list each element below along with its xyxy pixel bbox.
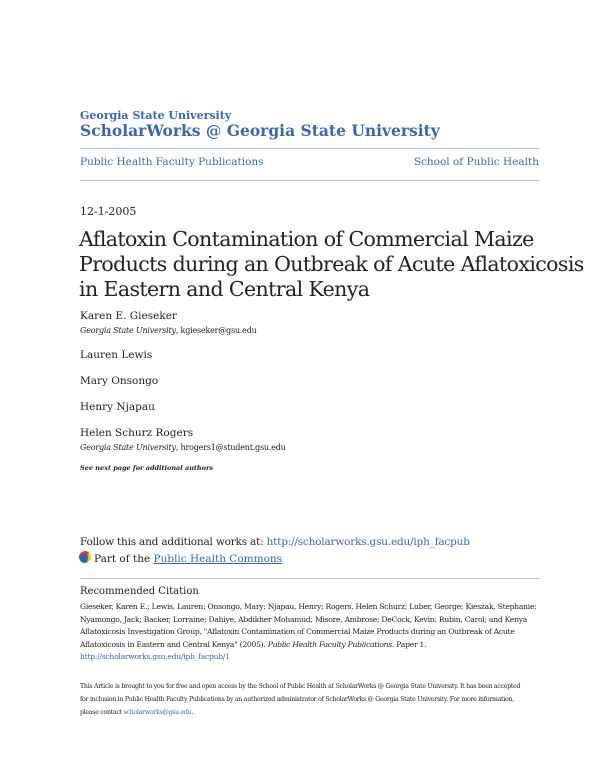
bepress-commons-icon [79,551,91,563]
divider [80,148,540,149]
title-line: Products during an Outbreak of Acute Aflatoxicosis [79,252,584,276]
institution-name: Georgia State University [80,109,232,122]
citation-journal: Public Health Faculty Publications [267,639,392,649]
author-name: Henry Njapau [80,401,155,413]
author-email: , hrogers1@student.gsu.edu [175,443,286,452]
collection-url-link[interactable]: http://scholarworks.gsu.edu/iph_facpub [266,536,470,548]
footer-line: for inclusion in Public Health Faculty Publications by an authorized administrator of ScholarWorks @ Georgia State University. For more information, [80,696,514,703]
footer-line: This Article is brought to you for free and open access by the School of Public Health at ScholarWorks @ Georgia State University. It has been accepted [80,683,521,690]
author-affiliation [80,326,257,335]
author-name: Lauren Lewis [80,349,153,361]
commons-link[interactable]: Public Health Commons [153,553,283,565]
divider [80,180,540,181]
article-title [79,227,584,302]
contact-email-link[interactable]: scholarworks@gsu.edu [123,709,192,716]
collection-link[interactable]: Public Health Faculty Publications [80,156,264,168]
citation-text-part: Aflatoxicosis in Eastern and Central Kenya" (2005). [80,639,268,649]
citation-line: Nyamongo, Jack; Backer, Lorraine; Dahiye, Abdikher Mohamud; Misore, Ambrose; DeCock, Kevin; Rubin, Carol; and Kenya [80,614,528,624]
part-of-label: Part of the [94,553,154,565]
affiliation: Georgia State University [80,326,176,335]
author-name: Mary Onsongo [80,375,159,387]
repository-title[interactable]: ScholarWorks @ Georgia State University [80,121,440,140]
follow-label: Follow this and additional works at: [80,536,267,548]
more-authors-note: See next page for additional authors [80,464,214,472]
follow-line [80,536,470,548]
author-affiliation [80,443,286,452]
author-name: Karen E. Gieseker [80,310,177,322]
citation-line [80,639,537,652]
footer-text: . [191,709,194,716]
publication-date: 12-1-2005 [80,205,137,218]
author-name: Helen Schurz Rogers [80,427,194,439]
department-link[interactable]: School of Public Health [413,156,539,168]
part-of-line [79,551,282,565]
access-footer [80,680,520,719]
citation-text [80,601,537,664]
citation-paper: . Paper 1. [391,639,427,649]
citation-heading: Recommended Citation [80,586,199,597]
footer-line [80,706,520,719]
divider [80,578,540,579]
author-email: , kgieseker@gsu.edu [175,326,257,335]
title-line: in Eastern and Central Kenya [79,277,370,301]
footer-text: please contact [80,709,124,716]
affiliation: Georgia State University [80,443,176,452]
citation-url-link[interactable]: http://scholarworks.gsu.edu/iph_facpub/1 [80,652,230,661]
title-line: Aflatoxin Contamination of Commercial Maize [79,227,534,251]
citation-line: Gieseker, Karen E.; Lewis, Lauren; Onsongo, Mary; Njapau, Henry; Rogers, Helen Schurz; Luber, George; Kieszak, Stephanie; [80,602,537,611]
citation-line: Aflatoxicosis Investigation Group, "Aflatoxin Contamination of Commercial Maize Products during an Outbreak of Acute [80,627,515,636]
